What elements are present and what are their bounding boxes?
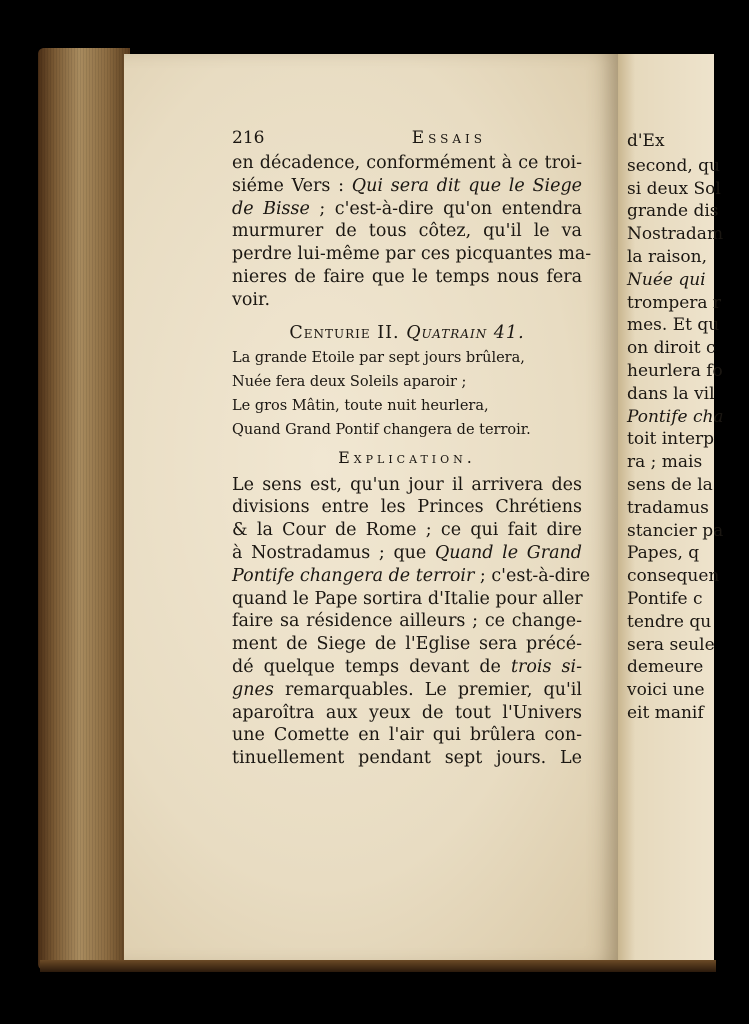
text-line [232,656,582,679]
text-segment: ; c'est-à-dire qu'on entendra [309,198,582,219]
verse-line: Le gros Mâtin, toute nuit heurlera, [232,397,489,414]
right-text-line: trompera r [627,292,722,313]
right-running-header: d'Ex [627,131,665,151]
verse-line: Quand Grand Pontif changera de terroir. [232,421,531,438]
text-segment: Qui sera dit que le Siege [351,175,583,196]
running-title: Essais [411,128,486,148]
quatrain-label: Quatrain 41. [406,322,525,343]
right-text-line: Nostradam [627,224,724,245]
text-segment: siéme Vers : [232,175,352,196]
right-text-line: Pontife c [627,588,703,609]
text-line [232,565,591,588]
text-segment: gnes [232,679,274,700]
right-text-line: dans la vil [627,383,715,404]
text-segment: Pontife changera de terroir [232,565,475,586]
paragraph-top [232,152,592,312]
right-text-line: tendre qu [627,611,712,632]
right-text-line: demeure [627,657,704,678]
text-segment: Quand le Grand [434,542,582,563]
text-line: aparoîtra aux yeux de tout l'Univers [232,702,582,723]
text-line [232,198,582,221]
text-segment: trois si- [510,656,582,677]
text-segment: dé quelque temps devant de [232,656,511,677]
right-text-line: sens de la [627,474,713,495]
running-header [232,128,582,152]
right-text-line: voici une [627,680,705,701]
text-line [232,175,582,198]
text-line: voir. [232,289,271,310]
right-text-line: Pontife cha [627,406,724,427]
verse-line: Nuée fera deux Soleils aparoir ; [232,373,467,390]
text-line: une Comette en l'air qui brûlera con- [232,725,582,746]
text-line: divisions entre les Princes Chrétiens [232,497,582,518]
text-line: murmurer de tous côtez, qu'il le va [232,221,582,242]
right-text-line: second, qu [627,155,721,176]
right-text-line: heurlera fo [627,360,723,381]
text-line: Le sens est, qu'un jour il arrivera des [232,474,582,495]
right-text-line: Nuée qui [627,269,706,290]
right-text-line: Papes, q [627,543,700,564]
right-text-line: si deux Sol [627,178,721,199]
right-page-lines [627,155,724,725]
right-page-text [627,130,724,725]
verse-line: La grande Etoile par sept jours brûlera, [232,349,525,366]
centurie-heading [232,320,582,346]
right-text-line: stancier pa [627,520,724,541]
text-segment: remarquables. Le premier, qu'il [273,679,582,700]
right-text-line: toit interp [627,429,715,450]
explication-heading: Explication. [338,447,476,467]
book-page-edges [38,48,130,970]
page-number: 216 [232,128,265,148]
text-line: quand le Pape sortira d'Italie pour aller [232,588,583,609]
text-line: faire sa résidence ailleurs ; ce change- [232,611,582,632]
text-line: perdre lui-même par ces picquantes ma- [232,244,592,265]
text-segment: ; c'est-à-dire [474,565,591,586]
quatrain-verses [232,346,582,442]
text-line: & la Cour de Rome ; ce qui fait dire [232,520,582,541]
text-segment: de Bisse [232,198,310,219]
text-line: en décadence, conformément à ce troi- [232,153,582,173]
text-segment: à Nostradamus ; que [232,542,435,563]
text-line [232,542,582,565]
text-line: ment de Siege de l'Eglise sera précé- [232,634,582,655]
book-bottom-edge [40,960,716,972]
centurie-label: Centurie II. [289,322,400,343]
right-text-line: on diroit c [627,338,716,359]
right-text-line: ra ; mais [627,452,703,473]
left-page-text [232,128,592,770]
right-text-line: consequen [627,566,720,587]
right-text-line: sera seule [627,634,715,655]
text-line: nieres de faire que le temps nous fera [232,266,582,287]
right-text-line: eit manif [627,702,704,723]
right-text-line: mes. Et qu [627,315,720,336]
paragraph-explication [232,474,591,770]
right-text-line: tradamus [627,497,709,518]
right-text-line: la raison, [627,246,707,267]
right-text-line: grande dis [627,201,719,222]
text-line: tinuellement pendant sept jours. Le [232,748,582,769]
text-line [232,679,582,702]
